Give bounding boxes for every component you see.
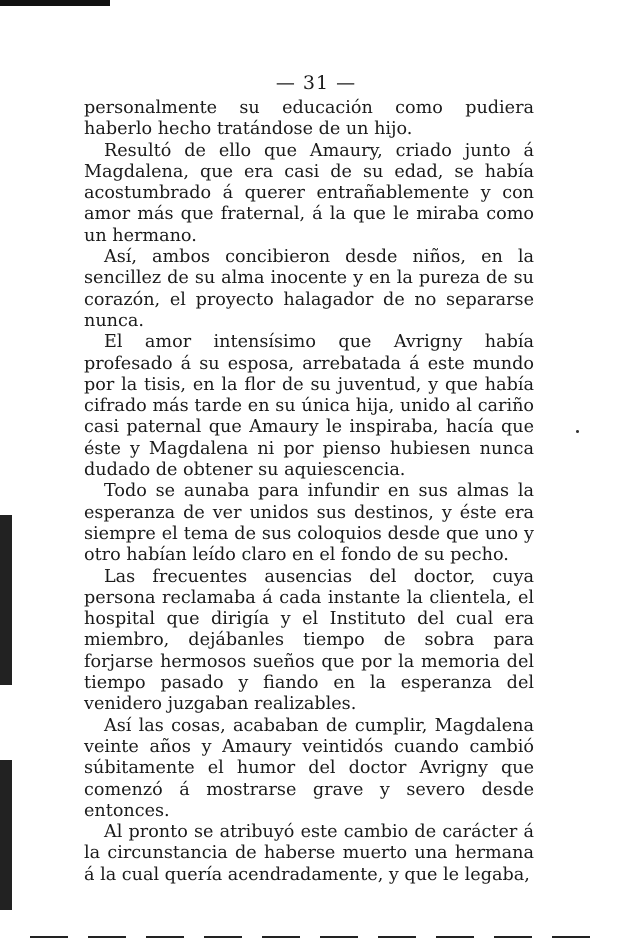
scan-edge-left-lower (0, 760, 12, 910)
paragraph: Todo se aunaba para infundir en sus almas la esperanza de ver unidos sus destinos, y éste era siempre el tema de sus coloquios desde que uno y otro habían leído claro en el fondo de su pecho. (84, 481, 534, 566)
paragraph: El amor intensísimo que Avrigny había profesado á su esposa, arrebatada á este mundo por la tisis, en la flor de su juventud, y que había cifrado más tarde en su única hija, unido al cariño casi paternal que Amaury le inspiraba, hacía que éste y Magdalena ni por pienso hubiesen nunca dudado de obtener su aquiescencia. (84, 332, 534, 481)
page-number: — 31 — (275, 72, 357, 94)
scan-edge-top (0, 0, 110, 6)
paragraph: Así las cosas, acababan de cumplir, Magdalena veinte años y Amaury veintidós cuando cambió súbitamente el humor del doctor Avrigny que comenzó á mostrarse grave y severo desde entonces. (84, 715, 534, 821)
paragraph: Al pronto se atribuyó este cambio de carácter á la circunstancia de haberse muerto una hermana á la cual quería acendradamente, y que le legaba, (84, 822, 534, 885)
scan-mark (552, 936, 590, 938)
scan-edge-left-upper (0, 515, 12, 685)
scan-mark (204, 936, 242, 938)
scan-mark (88, 936, 126, 938)
scan-mark (320, 936, 358, 938)
paragraph: Resultó de ello que Amaury, criado junto á Magdalena, que era casi de su edad, se había acostumbrado á querer entrañablemente y con amor más que fraternal, á la que le miraba como un hermano. (84, 140, 534, 246)
scan-mark (262, 936, 300, 938)
ink-speck (576, 430, 579, 433)
scan-mark (30, 936, 68, 938)
page-text (84, 98, 534, 886)
bottom-scan-marks (30, 936, 590, 940)
scan-mark (494, 936, 532, 938)
scan-mark (436, 936, 474, 938)
paragraph: Así, ambos concibieron desde niños, en la sencillez de su alma inocente y en la pureza de su corazón, el proyecto halagador de no separarse nunca. (84, 247, 534, 331)
scan-mark (378, 936, 416, 938)
paragraph: Las frecuentes ausencias del doctor, cuya persona reclamaba á cada instante la clientela, el hospital que dirigía y el Instituto del cual era miembro, dejábanles tiempo de sobra para forjarse hermosos sueños que por la memoria del tiempo pasado y fiando en la esperanza del venidero juzgaban realizables. (84, 566, 534, 715)
paragraph: personalmente su educación como pudiera haberlo hecho tratándose de un hijo. (84, 98, 534, 140)
scan-mark (146, 936, 184, 938)
